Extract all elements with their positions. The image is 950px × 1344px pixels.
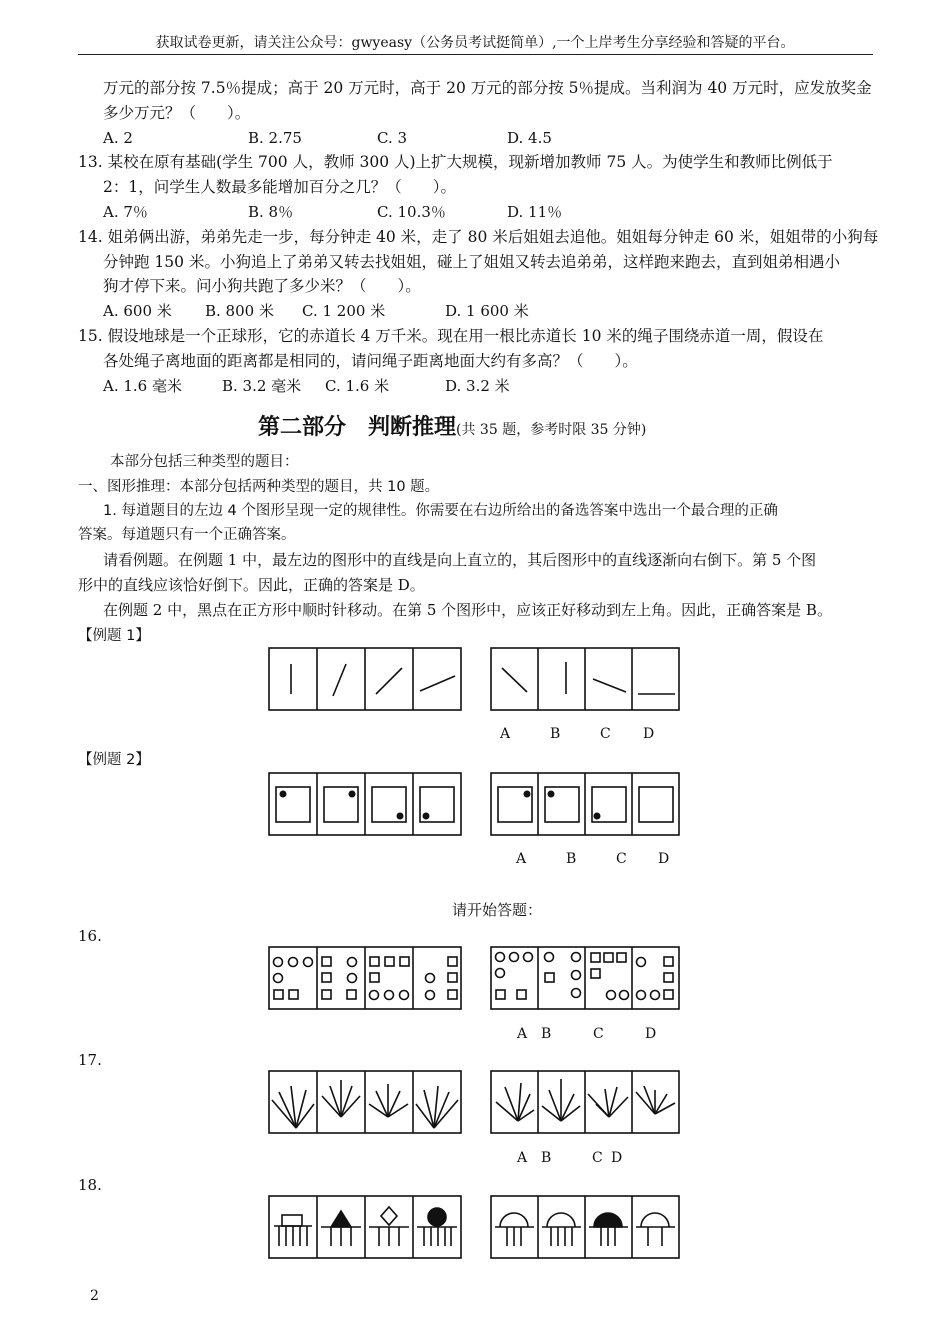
q14-option-b: B. 800 米 bbox=[205, 302, 274, 320]
ex2-letter-d: D bbox=[658, 851, 670, 867]
q15-option-c: C. 1.6 米 bbox=[325, 377, 390, 395]
q12-option-d: D. 4.5 bbox=[507, 129, 552, 147]
q14-option-d: D. 1 600 米 bbox=[445, 302, 529, 320]
q13-line1: 13. 某校在原有基础(学生 700 人，教师 300 人)上扩大规模，现新增加教师 75 人。为使学生和教师比例低于 bbox=[78, 153, 833, 171]
q17-letter-a: A bbox=[517, 1150, 528, 1166]
q16-number: 16. bbox=[78, 927, 102, 945]
q17-letter-d: D bbox=[611, 1150, 623, 1166]
q14-line2: 分钟跑 150 米。小狗追上了弟弟又转去找姐姐，碰上了姐姐又转去追弟弟，这样跑来跑去，直到姐弟相遇小 bbox=[103, 253, 840, 271]
q14-line1: 14. 姐弟俩出游，弟弟先走一步，每分钟走 40 米，走了 80 米后姐姐去追他。姐姐每分钟走 60 米，姐姐带的小狗每 bbox=[78, 228, 879, 246]
page-number: 2 bbox=[90, 1288, 99, 1304]
example2-dots bbox=[280, 791, 601, 820]
ex1-letter-c: C bbox=[600, 726, 611, 742]
example2-answer-figure bbox=[491, 773, 679, 835]
q14-line3: 狗才停下来。问小狗共跑了多少米？（ ）。 bbox=[103, 277, 421, 295]
q14-option-a: A. 600 米 bbox=[103, 302, 172, 320]
q14-option-c: C. 1 200 米 bbox=[302, 302, 386, 320]
q17-letter-c: C bbox=[592, 1150, 603, 1166]
q13-option-a: A. 7％ bbox=[103, 203, 148, 221]
q12-option-b: B. 2.75 bbox=[248, 129, 302, 147]
intro-p4a: 请看例题。在例题 1 中，最左边的图形中的直线是向上直立的，其后图形中的直线逐渐向右倒下。第 5 个图 bbox=[103, 551, 817, 569]
q13-option-c: C. 10.3％ bbox=[377, 203, 446, 221]
section-title: 第二部分 判断推理 bbox=[258, 415, 457, 440]
ex1-letter-d: D bbox=[643, 726, 655, 742]
q15-line1: 15. 假设地球是一个正球形，它的赤道长 4 万千米。现在用一根比赤道长 10 米的绳子围绕赤道一周，假设在 bbox=[78, 327, 824, 345]
q15-option-b: B. 3.2 毫米 bbox=[222, 377, 302, 395]
q12-option-a: A. 2 bbox=[103, 129, 133, 147]
start-prompt: 请开始答题： bbox=[452, 901, 543, 919]
q17-question-figure bbox=[269, 1071, 461, 1133]
ex1-letter-b: B bbox=[550, 726, 561, 742]
example1-label: 【例题 1】 bbox=[78, 628, 150, 644]
q15-option-a: A. 1.6 毫米 bbox=[103, 377, 182, 395]
q18-answer-figure bbox=[491, 1196, 679, 1258]
q17-answer-figure bbox=[491, 1071, 679, 1133]
q17-number: 17. bbox=[78, 1051, 102, 1069]
q13-option-b: B. 8％ bbox=[248, 203, 294, 221]
q16-letter-a: A bbox=[517, 1026, 528, 1042]
q16-letter-b: B bbox=[541, 1026, 552, 1042]
intro-p4b: 形中的直线应该恰好倒下。因此，正确的答案是 D。 bbox=[78, 576, 425, 594]
page-header: 获取试卷更新，请关注公众号：gwyeasy（公务员考试挺简单）,一个上岸考生分享经验和答疑的平台。 bbox=[155, 35, 795, 51]
q13-option-d: D. 11％ bbox=[507, 203, 563, 221]
intro-p2: 一、图形推理：本部分包括两种类型的题目，共 10 题。 bbox=[78, 479, 440, 495]
ex1-letter-a: A bbox=[500, 726, 511, 742]
section-note: (共 35 题，参考时限 35 分钟) bbox=[456, 422, 647, 438]
intro-p3a: 1. 每道题目的左边 4 个图形呈现一定的规律性。你需要在右边所给出的备选答案中选出一个最合理的正确 bbox=[103, 503, 778, 519]
q16-letter-c: C bbox=[593, 1026, 604, 1042]
q17-letter-b: B bbox=[541, 1150, 552, 1166]
example2-label: 【例题 2】 bbox=[78, 752, 150, 768]
q13-line2: 2：1，问学生人数最多能增加百分之几？（ ）。 bbox=[103, 178, 456, 196]
example1-answer-figure bbox=[491, 648, 679, 710]
q16-question-figure bbox=[269, 947, 461, 1009]
q16-answer-figure bbox=[491, 947, 679, 1009]
example1-question-figure bbox=[269, 648, 461, 710]
q15-line2: 各处绳子离地面的距离都是相同的，请问绳子距离地面大约有多高？（ ）。 bbox=[103, 352, 638, 370]
intro-p1: 本部分包括三种类型的题目： bbox=[110, 454, 299, 470]
q18-number: 18. bbox=[78, 1176, 102, 1194]
example2-question-figure bbox=[269, 773, 461, 835]
q12-line1: 万元的部分按 7.5％提成；高于 20 万元时，高于 20 万元的部分按 5％提成。当利润为 40 万元时，应发放奖金 bbox=[103, 79, 872, 97]
ex2-letter-c: C bbox=[616, 851, 627, 867]
q12-option-c: C. 3 bbox=[377, 129, 408, 147]
q18-question-figure bbox=[269, 1196, 461, 1258]
intro-p5: 在例题 2 中，黑点在正方形中顺时针移动。在第 5 个图形中，应该正好移动到左上角。因此，正确答案是 B。 bbox=[103, 601, 832, 619]
ex2-letter-a: A bbox=[516, 851, 527, 867]
intro-p3b: 答案。每道题只有一个正确答案。 bbox=[78, 527, 296, 543]
q15-option-d: D. 3.2 米 bbox=[445, 377, 510, 395]
q16-letter-d: D bbox=[645, 1026, 657, 1042]
ex2-letter-b: B bbox=[566, 851, 577, 867]
q12-line2: 多少万元？（ ）。 bbox=[103, 104, 251, 122]
